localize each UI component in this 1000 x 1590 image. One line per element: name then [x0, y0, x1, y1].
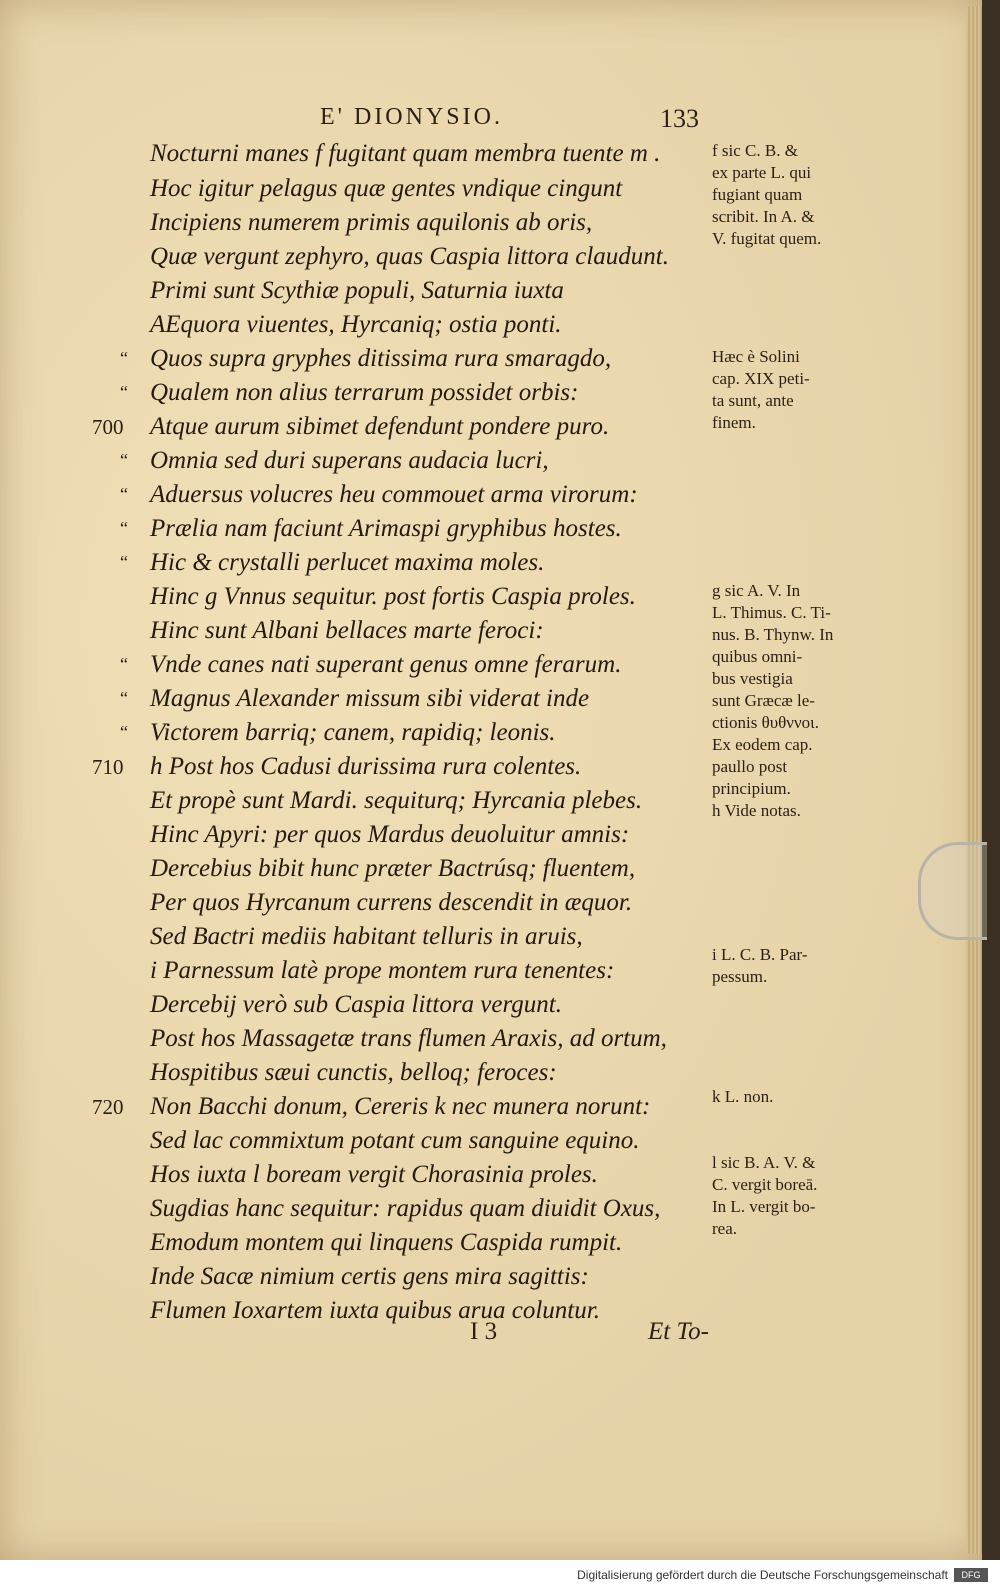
verse-line: Quos supra gryphes ditissima rura smaragdo, [150, 345, 612, 372]
quotation-mark: “ [120, 484, 129, 504]
marginal-note-k: k L. non. [712, 1087, 774, 1106]
verse-line: Hinc sunt Albani bellaces marte feroci: [150, 617, 544, 644]
verse-line: Inde Sacæ nimium certis gens mira sagittis: [150, 1263, 589, 1290]
line-number-710: 710 [92, 755, 124, 779]
marginal-note-f: f sic C. B. & ex parte L. qui fugiant quam scribit. In A. & V. fugitat quem. [712, 141, 822, 248]
verse-line: Magnus Alexander missum sibi viderat inde [150, 685, 590, 712]
verse-line: Flumen Ioxartem iuxta quibus arua coluntur. [150, 1297, 600, 1324]
running-title: E' DIONYSIO. [320, 104, 503, 130]
quotation-mark: “ [120, 382, 129, 402]
verse-line: Hos iuxta l boream vergit Chorasinia proles. [150, 1161, 598, 1188]
verse-line: Hinc g Vnnus sequitur. post fortis Caspia proles. [150, 583, 636, 610]
verse-line: Atque aurum sibimet defendunt pondere puro. [150, 413, 610, 440]
paper-clip [918, 842, 987, 940]
quotation-mark: “ [120, 348, 129, 368]
verse-line: Dercebius bibit hunc præter Bactrúsq; fluentem, [150, 855, 636, 882]
quotation-mark: “ [120, 552, 129, 572]
verse-line: Post hos Massagetæ trans flumen Araxis, ad ortum, [150, 1025, 667, 1052]
marginal-note-i: i L. C. B. Par- pessum. [712, 945, 808, 986]
verse-line: i Parnessum latè prope montem rura tenentes: [150, 957, 615, 984]
verse-line: Et propè sunt Mardi. sequiturq; Hyrcania plebes. [150, 787, 643, 814]
quotation-mark: “ [120, 450, 129, 470]
verse-line: Victorem barriq; canem, rapidiq; leonis. [150, 719, 556, 746]
verse-line: h Post hos Cadusi durissima rura colentes. [150, 753, 582, 780]
signature-mark: I 3 [470, 1318, 498, 1345]
verse-line: Incipiens numerem primis aquilonis ab oris, [150, 209, 593, 236]
verse-line: Prælia nam faciunt Arimaspi gryphibus hostes. [150, 515, 622, 542]
verse-line: Qualem non alius terrarum possidet orbis: [150, 379, 579, 406]
verse-line: Dercebij verò sub Caspia littora vergunt. [150, 991, 562, 1018]
quotation-mark: “ [120, 518, 129, 538]
verse-line: Hoc igitur pelagus quæ gentes vndique cingunt [150, 175, 623, 202]
verse-line: Hic & crystalli perlucet maxima moles. [150, 549, 545, 576]
footer-credit: Digitalisierung gefördert durch die Deutsche Forschungsgemeinschaft [577, 1568, 948, 1582]
verse-line: Sed Bactri mediis habitant telluris in aruis, [150, 923, 583, 950]
quotation-mark: “ [120, 654, 129, 674]
verse-line: Aduersus volucres heu commouet arma virorum: [150, 481, 638, 508]
digitization-footer [0, 1560, 1000, 1590]
verse-line: Nocturni manes f fugitant quam membra tuente m . [150, 140, 661, 167]
verse-line: Emodum montem qui linquens Caspida rumpit. [150, 1229, 623, 1256]
quotation-mark: “ [120, 688, 129, 708]
verse-line: Hinc Apyri: per quos Mardus deuoluitur amnis: [150, 821, 630, 848]
page-edge [966, 6, 982, 1554]
verse-line: Hospitibus sæui cunctis, belloq; feroces: [150, 1059, 557, 1086]
catchword: Et To- [648, 1318, 709, 1345]
marginal-note-l: l sic B. A. V. & C. vergit boreā. In L. vergit bo- rea. [712, 1153, 818, 1238]
marginal-note-solinus: Hæc è Solini cap. XIX peti- ta sunt, ante finem. [712, 347, 810, 432]
verse-line: Sugdias hanc sequitur: rapidus quam diuidit Oxus, [150, 1195, 661, 1222]
verse-line: Sed lac commixtum potant cum sanguine equino. [150, 1127, 640, 1154]
dfg-logo-icon: DFG [954, 1568, 988, 1582]
verse-line: Per quos Hyrcanum currens descendit in æquor. [150, 889, 633, 916]
page-number: 133 [660, 104, 699, 133]
marginal-note-g: g sic A. V. In L. Thimus. C. Ti- nus. B. Thynw. In quibus omni- bus vestigia sunt Græcæ le- ctionis θυθννοι. Ex eodem cap. paullo post principium. h Vide notas. [712, 581, 834, 820]
verse-line: Quæ vergunt zephyro, quas Caspia littora claudunt. [150, 243, 669, 270]
quotation-mark: “ [120, 722, 129, 742]
line-number-720: 720 [92, 1095, 124, 1119]
verse-line: Omnia sed duri superans audacia lucri, [150, 447, 549, 474]
verse-line: Non Bacchi donum, Cereris k nec munera norunt: [150, 1093, 651, 1120]
verse-line: Primi sunt Scythiæ populi, Saturnia iuxta [150, 277, 564, 304]
verse-line: Vnde canes nati superant genus omne ferarum. [150, 651, 622, 678]
verse-line: AEquora viuentes, Hyrcaniq; ostia ponti. [150, 311, 562, 338]
line-number-700: 700 [92, 415, 124, 439]
